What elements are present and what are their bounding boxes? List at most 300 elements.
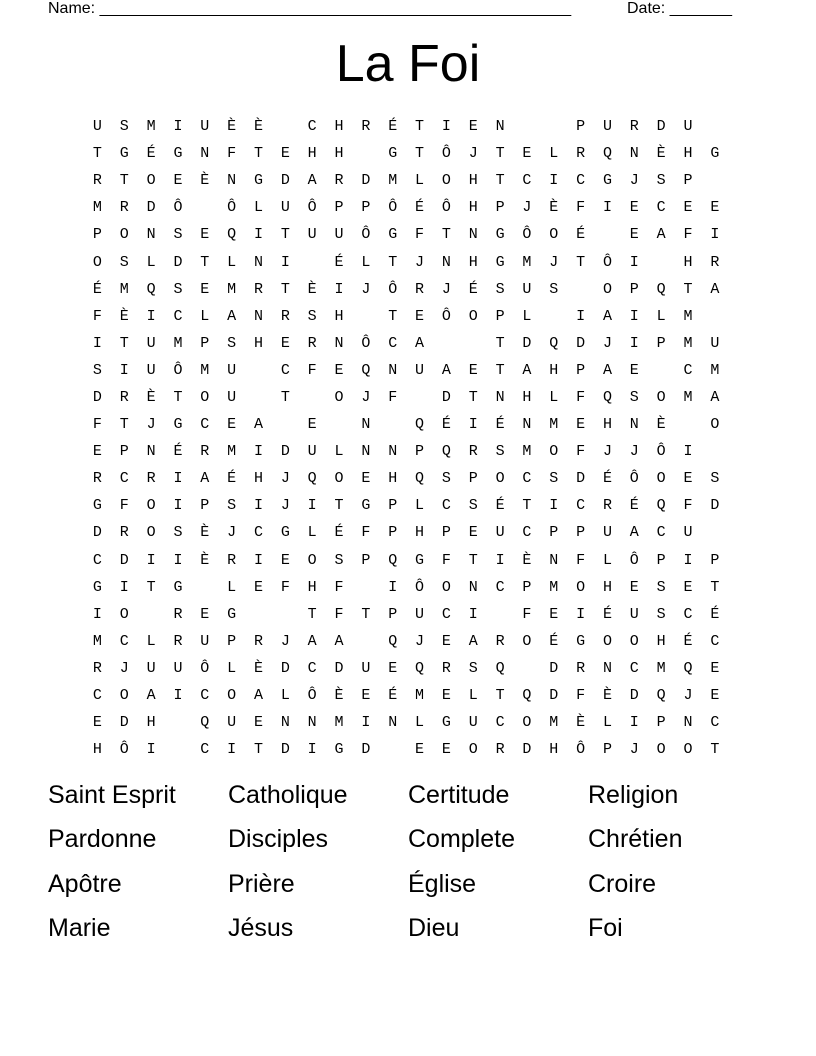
grid-cell[interactable]: A [602,361,612,379]
grid-cell[interactable]: P [576,118,586,136]
grid-cell[interactable]: C [173,307,183,325]
grid-cell[interactable]: F [119,497,129,515]
grid-cell[interactable]: F [92,307,102,325]
grid-cell[interactable]: R [227,551,237,569]
grid-cell[interactable]: O [468,307,478,325]
grid-cell[interactable]: D [576,470,586,488]
grid-cell[interactable]: I [173,118,183,136]
grid-cell[interactable]: È [307,280,317,298]
name-field-label[interactable]: Name: _____________________________________________________ [48,0,572,17]
grid-cell[interactable]: I [307,741,317,759]
grid-cell[interactable]: I [173,687,183,705]
grid-cell[interactable]: S [656,605,666,623]
grid-cell[interactable]: É [173,443,183,461]
grid-cell[interactable]: I [602,199,612,217]
grid-cell[interactable]: E [200,605,210,623]
grid-cell[interactable]: I [146,551,156,569]
grid-cell[interactable]: S [495,443,505,461]
grid-cell[interactable]: N [253,253,263,271]
grid-cell[interactable]: Q [415,416,425,434]
grid-cell[interactable]: I [629,307,639,325]
grid-cell[interactable]: E [388,659,398,677]
grid-cell[interactable]: H [92,741,102,759]
grid-cell[interactable]: C [576,497,586,515]
grid-cell[interactable]: É [602,470,612,488]
grid-cell[interactable]: C [253,524,263,542]
grid-cell[interactable]: P [388,524,398,542]
grid-cell[interactable]: J [280,632,290,650]
grid-cell[interactable]: O [602,280,612,298]
grid-cell[interactable]: N [522,416,532,434]
grid-cell[interactable] [701,438,728,465]
grid-cell[interactable]: J [361,280,371,298]
grid-cell[interactable]: F [683,497,693,515]
grid-cell[interactable]: Q [388,551,398,569]
grid-cell[interactable]: E [522,145,532,163]
grid-cell[interactable]: H [468,253,478,271]
grid-cell[interactable]: J [415,632,425,650]
grid-cell[interactable]: R [629,118,639,136]
grid-cell[interactable]: P [361,199,371,217]
grid-cell[interactable]: Q [307,470,317,488]
grid-cell[interactable]: S [549,470,559,488]
grid-cell[interactable]: P [361,551,371,569]
grid-cell[interactable]: G [92,497,102,515]
grid-cell[interactable]: L [146,253,156,271]
grid-cell[interactable] [352,303,379,330]
grid-cell[interactable]: N [361,416,371,434]
grid-cell[interactable]: D [710,497,720,515]
grid-cell[interactable]: D [441,388,451,406]
grid-cell[interactable]: S [468,497,478,515]
grid-cell[interactable]: H [307,578,317,596]
grid-cell[interactable]: M [227,280,237,298]
grid-cell[interactable]: E [441,632,451,650]
grid-cell[interactable]: L [253,199,263,217]
grid-cell[interactable]: G [334,741,344,759]
grid-cell[interactable]: R [119,388,129,406]
grid-cell[interactable]: O [710,416,720,434]
grid-cell[interactable]: P [415,443,425,461]
grid-cell[interactable]: S [549,280,559,298]
grid-cell[interactable]: T [119,416,129,434]
grid-cell[interactable]: M [146,118,156,136]
grid-cell[interactable]: L [415,497,425,515]
grid-cell[interactable]: É [576,226,586,244]
grid-cell[interactable]: O [119,605,129,623]
grid-cell[interactable]: O [656,741,666,759]
grid-cell[interactable]: S [307,307,317,325]
grid-cell[interactable]: U [227,361,237,379]
grid-cell[interactable]: P [683,172,693,190]
grid-cell[interactable]: P [576,524,586,542]
grid-cell[interactable] [540,303,567,330]
grid-cell[interactable]: C [629,659,639,677]
grid-cell[interactable]: R [576,659,586,677]
grid-cell[interactable]: E [415,307,425,325]
grid-cell[interactable]: I [495,551,505,569]
grid-cell[interactable]: T [334,497,344,515]
grid-cell[interactable]: O [656,470,666,488]
grid-cell[interactable]: J [415,253,425,271]
grid-cell[interactable]: O [656,388,666,406]
grid-cell[interactable]: É [92,280,102,298]
grid-cell[interactable]: U [495,524,505,542]
grid-cell[interactable]: C [119,632,129,650]
grid-cell[interactable]: T [683,280,693,298]
grid-cell[interactable]: N [227,172,237,190]
grid-cell[interactable]: H [415,524,425,542]
grid-cell[interactable]: Q [415,659,425,677]
grid-cell[interactable]: Ô [227,199,237,217]
grid-cell[interactable]: E [92,714,102,732]
grid-cell[interactable]: R [468,443,478,461]
grid-cell[interactable]: Ô [656,443,666,461]
grid-cell[interactable]: G [388,226,398,244]
grid-cell[interactable]: Q [522,687,532,705]
grid-cell[interactable]: É [495,416,505,434]
grid-cell[interactable]: N [441,253,451,271]
grid-cell[interactable]: R [710,253,720,271]
grid-cell[interactable]: A [656,226,666,244]
grid-cell[interactable]: S [495,280,505,298]
grid-cell[interactable]: F [388,388,398,406]
grid-cell[interactable]: E [200,280,210,298]
grid-cell[interactable]: R [146,470,156,488]
grid-cell[interactable]: H [334,118,344,136]
grid-cell[interactable]: D [280,659,290,677]
grid-cell[interactable]: D [92,524,102,542]
grid-cell[interactable] [299,384,326,411]
grid-cell[interactable]: I [334,280,344,298]
grid-cell[interactable]: E [361,687,371,705]
grid-cell[interactable]: P [495,307,505,325]
grid-cell[interactable]: T [280,388,290,406]
grid-cell[interactable] [701,519,728,546]
grid-cell[interactable]: E [468,118,478,136]
grid-cell[interactable]: È [656,145,666,163]
grid-cell[interactable]: H [307,145,317,163]
grid-cell[interactable]: D [280,172,290,190]
grid-cell[interactable]: Q [602,388,612,406]
grid-cell[interactable]: T [522,497,532,515]
grid-cell[interactable]: O [576,578,586,596]
grid-cell[interactable]: E [576,416,586,434]
grid-cell[interactable]: Q [361,361,371,379]
grid-cell[interactable]: N [629,145,639,163]
grid-cell[interactable]: T [388,253,398,271]
grid-cell[interactable]: U [307,226,317,244]
grid-cell[interactable]: N [495,118,505,136]
grid-cell[interactable]: A [307,632,317,650]
grid-cell[interactable]: È [119,307,129,325]
grid-cell[interactable]: I [253,497,263,515]
grid-cell[interactable]: D [173,253,183,271]
grid-cell[interactable]: S [227,497,237,515]
grid-cell[interactable]: S [173,280,183,298]
grid-cell[interactable]: T [119,172,129,190]
grid-cell[interactable]: F [522,605,532,623]
grid-cell[interactable]: T [415,145,425,163]
grid-cell[interactable]: I [549,172,559,190]
grid-cell[interactable] [352,574,379,601]
grid-cell[interactable]: É [388,118,398,136]
grid-cell[interactable]: C [200,741,210,759]
grid-cell[interactable]: F [576,687,586,705]
grid-cell[interactable]: L [468,687,478,705]
grid-cell[interactable]: M [549,714,559,732]
grid-cell[interactable]: P [388,497,398,515]
grid-cell[interactable] [701,303,728,330]
grid-cell[interactable]: O [92,253,102,271]
grid-cell[interactable]: É [710,605,720,623]
grid-cell[interactable]: Q [415,470,425,488]
grid-cell[interactable]: H [602,578,612,596]
grid-cell[interactable]: P [495,199,505,217]
grid-cell[interactable]: F [683,226,693,244]
grid-cell[interactable]: C [92,687,102,705]
grid-cell[interactable]: R [119,199,129,217]
grid-cell[interactable]: S [656,172,666,190]
grid-cell[interactable]: S [629,388,639,406]
grid-cell[interactable]: J [629,172,639,190]
grid-cell[interactable]: H [334,145,344,163]
grid-cell[interactable]: T [280,226,290,244]
grid-cell[interactable]: L [361,253,371,271]
grid-cell[interactable]: É [468,280,478,298]
grid-cell[interactable]: C [280,361,290,379]
grid-cell[interactable]: Ô [415,578,425,596]
grid-cell[interactable] [648,248,675,275]
grid-cell[interactable]: I [629,253,639,271]
grid-cell[interactable]: E [683,578,693,596]
grid-cell[interactable] [245,601,272,628]
grid-cell[interactable]: M [173,334,183,352]
grid-cell[interactable]: O [549,443,559,461]
grid-cell[interactable]: Ô [388,280,398,298]
grid-cell[interactable]: Ô [629,470,639,488]
grid-cell[interactable]: U [200,118,210,136]
grid-cell[interactable]: É [388,687,398,705]
grid-cell[interactable]: A [227,307,237,325]
grid-cell[interactable]: A [629,524,639,542]
grid-cell[interactable]: C [495,714,505,732]
grid-cell[interactable]: È [549,199,559,217]
grid-cell[interactable]: I [253,551,263,569]
grid-cell[interactable]: D [119,551,129,569]
grid-cell[interactable]: I [146,307,156,325]
grid-cell[interactable]: T [710,578,720,596]
grid-cell[interactable]: F [307,361,317,379]
grid-cell[interactable]: N [468,226,478,244]
grid-cell[interactable]: P [334,199,344,217]
grid-cell[interactable] [272,411,299,438]
grid-cell[interactable]: T [119,334,129,352]
grid-cell[interactable]: I [710,226,720,244]
grid-cell[interactable]: O [441,172,451,190]
grid-cell[interactable]: L [200,307,210,325]
grid-cell[interactable]: F [576,443,586,461]
grid-cell[interactable]: N [307,714,317,732]
grid-cell[interactable] [701,113,728,140]
grid-cell[interactable]: I [576,605,586,623]
grid-cell[interactable]: D [361,741,371,759]
grid-cell[interactable]: E [280,145,290,163]
grid-cell[interactable]: H [388,470,398,488]
grid-cell[interactable]: T [173,388,183,406]
grid-cell[interactable]: J [361,388,371,406]
grid-cell[interactable]: M [522,443,532,461]
grid-cell[interactable]: O [441,578,451,596]
grid-cell[interactable]: R [576,145,586,163]
grid-cell[interactable]: D [280,741,290,759]
grid-cell[interactable]: C [92,551,102,569]
grid-cell[interactable]: N [361,443,371,461]
grid-cell[interactable]: Ô [602,253,612,271]
grid-cell[interactable]: C [307,118,317,136]
grid-cell[interactable]: D [334,659,344,677]
grid-cell[interactable]: T [388,307,398,325]
grid-cell[interactable]: L [415,714,425,732]
grid-cell[interactable]: G [253,172,263,190]
grid-cell[interactable]: C [388,334,398,352]
grid-cell[interactable]: Ô [522,226,532,244]
grid-cell[interactable]: I [173,551,183,569]
grid-cell[interactable]: T [92,145,102,163]
grid-cell[interactable]: L [334,443,344,461]
grid-cell[interactable]: I [629,334,639,352]
grid-cell[interactable]: E [683,470,693,488]
grid-cell[interactable]: P [629,280,639,298]
grid-cell[interactable]: É [227,470,237,488]
grid-cell[interactable] [540,113,567,140]
grid-cell[interactable]: S [119,118,129,136]
grid-cell[interactable]: R [361,118,371,136]
grid-cell[interactable]: I [576,307,586,325]
grid-cell[interactable]: S [468,659,478,677]
grid-cell[interactable]: È [227,118,237,136]
grid-cell[interactable]: M [388,172,398,190]
grid-cell[interactable] [352,140,379,167]
grid-cell[interactable]: É [334,524,344,542]
grid-cell[interactable]: G [602,172,612,190]
grid-cell[interactable]: F [334,605,344,623]
grid-cell[interactable]: G [173,416,183,434]
grid-cell[interactable]: A [710,388,720,406]
grid-cell[interactable]: N [200,145,210,163]
grid-cell[interactable]: U [146,659,156,677]
grid-cell[interactable] [272,601,299,628]
grid-cell[interactable]: J [227,524,237,542]
grid-cell[interactable]: M [92,632,102,650]
grid-cell[interactable]: I [549,497,559,515]
grid-cell[interactable]: M [549,416,559,434]
grid-cell[interactable]: E [227,416,237,434]
grid-cell[interactable]: E [173,172,183,190]
grid-cell[interactable]: L [415,172,425,190]
grid-cell[interactable]: E [710,659,720,677]
grid-cell[interactable]: T [441,226,451,244]
grid-cell[interactable]: S [119,253,129,271]
grid-cell[interactable]: C [200,687,210,705]
grid-cell[interactable] [379,736,406,763]
grid-cell[interactable]: J [683,687,693,705]
grid-cell[interactable]: G [173,145,183,163]
grid-cell[interactable]: U [602,118,612,136]
grid-cell[interactable]: N [253,307,263,325]
grid-cell[interactable]: Ô [361,226,371,244]
grid-cell[interactable]: I [119,361,129,379]
grid-cell[interactable]: S [92,361,102,379]
grid-cell[interactable]: L [307,524,317,542]
grid-cell[interactable]: R [92,470,102,488]
grid-cell[interactable]: S [334,551,344,569]
grid-cell[interactable]: L [602,551,612,569]
grid-cell[interactable]: A [146,687,156,705]
grid-cell[interactable]: L [280,687,290,705]
date-field-label[interactable]: Date: _______ [627,0,732,17]
grid-cell[interactable]: A [334,632,344,650]
grid-cell[interactable]: È [576,714,586,732]
grid-cell[interactable]: C [495,578,505,596]
grid-cell[interactable]: E [307,416,317,434]
grid-cell[interactable]: Q [441,443,451,461]
grid-cell[interactable]: G [92,578,102,596]
grid-cell[interactable]: A [307,172,317,190]
grid-cell[interactable]: I [173,497,183,515]
grid-cell[interactable]: E [549,605,559,623]
grid-cell[interactable]: N [629,416,639,434]
grid-cell[interactable]: Q [656,280,666,298]
grid-cell[interactable]: E [415,741,425,759]
grid-cell[interactable]: E [280,551,290,569]
grid-cell[interactable]: F [361,524,371,542]
grid-cell[interactable]: T [361,605,371,623]
grid-cell[interactable]: N [388,443,398,461]
grid-cell[interactable]: O [629,632,639,650]
grid-cell[interactable]: P [441,524,451,542]
grid-cell[interactable]: O [307,551,317,569]
grid-cell[interactable]: E [441,687,451,705]
grid-cell[interactable]: P [388,605,398,623]
grid-cell[interactable]: O [334,388,344,406]
grid-cell[interactable]: N [146,443,156,461]
grid-cell[interactable]: Ô [361,334,371,352]
grid-cell[interactable]: C [656,199,666,217]
grid-cell[interactable]: A [200,470,210,488]
grid-cell[interactable]: P [200,497,210,515]
grid-cell[interactable]: Q [656,497,666,515]
grid-cell[interactable]: S [227,334,237,352]
grid-cell[interactable]: T [576,253,586,271]
grid-cell[interactable]: H [522,388,532,406]
grid-cell[interactable]: O [495,470,505,488]
grid-cell[interactable]: R [307,334,317,352]
grid-cell[interactable]: É [441,416,451,434]
grid-cell[interactable]: O [146,497,156,515]
grid-cell[interactable]: L [549,388,559,406]
grid-cell[interactable]: É [146,145,156,163]
grid-cell[interactable]: I [119,578,129,596]
grid-cell[interactable]: H [146,714,156,732]
grid-cell[interactable]: N [280,714,290,732]
grid-cell[interactable]: U [415,361,425,379]
grid-cell[interactable]: G [280,524,290,542]
grid-cell[interactable]: N [683,714,693,732]
grid-cell[interactable]: D [119,714,129,732]
grid-cell[interactable]: O [334,470,344,488]
grid-cell[interactable]: M [200,361,210,379]
